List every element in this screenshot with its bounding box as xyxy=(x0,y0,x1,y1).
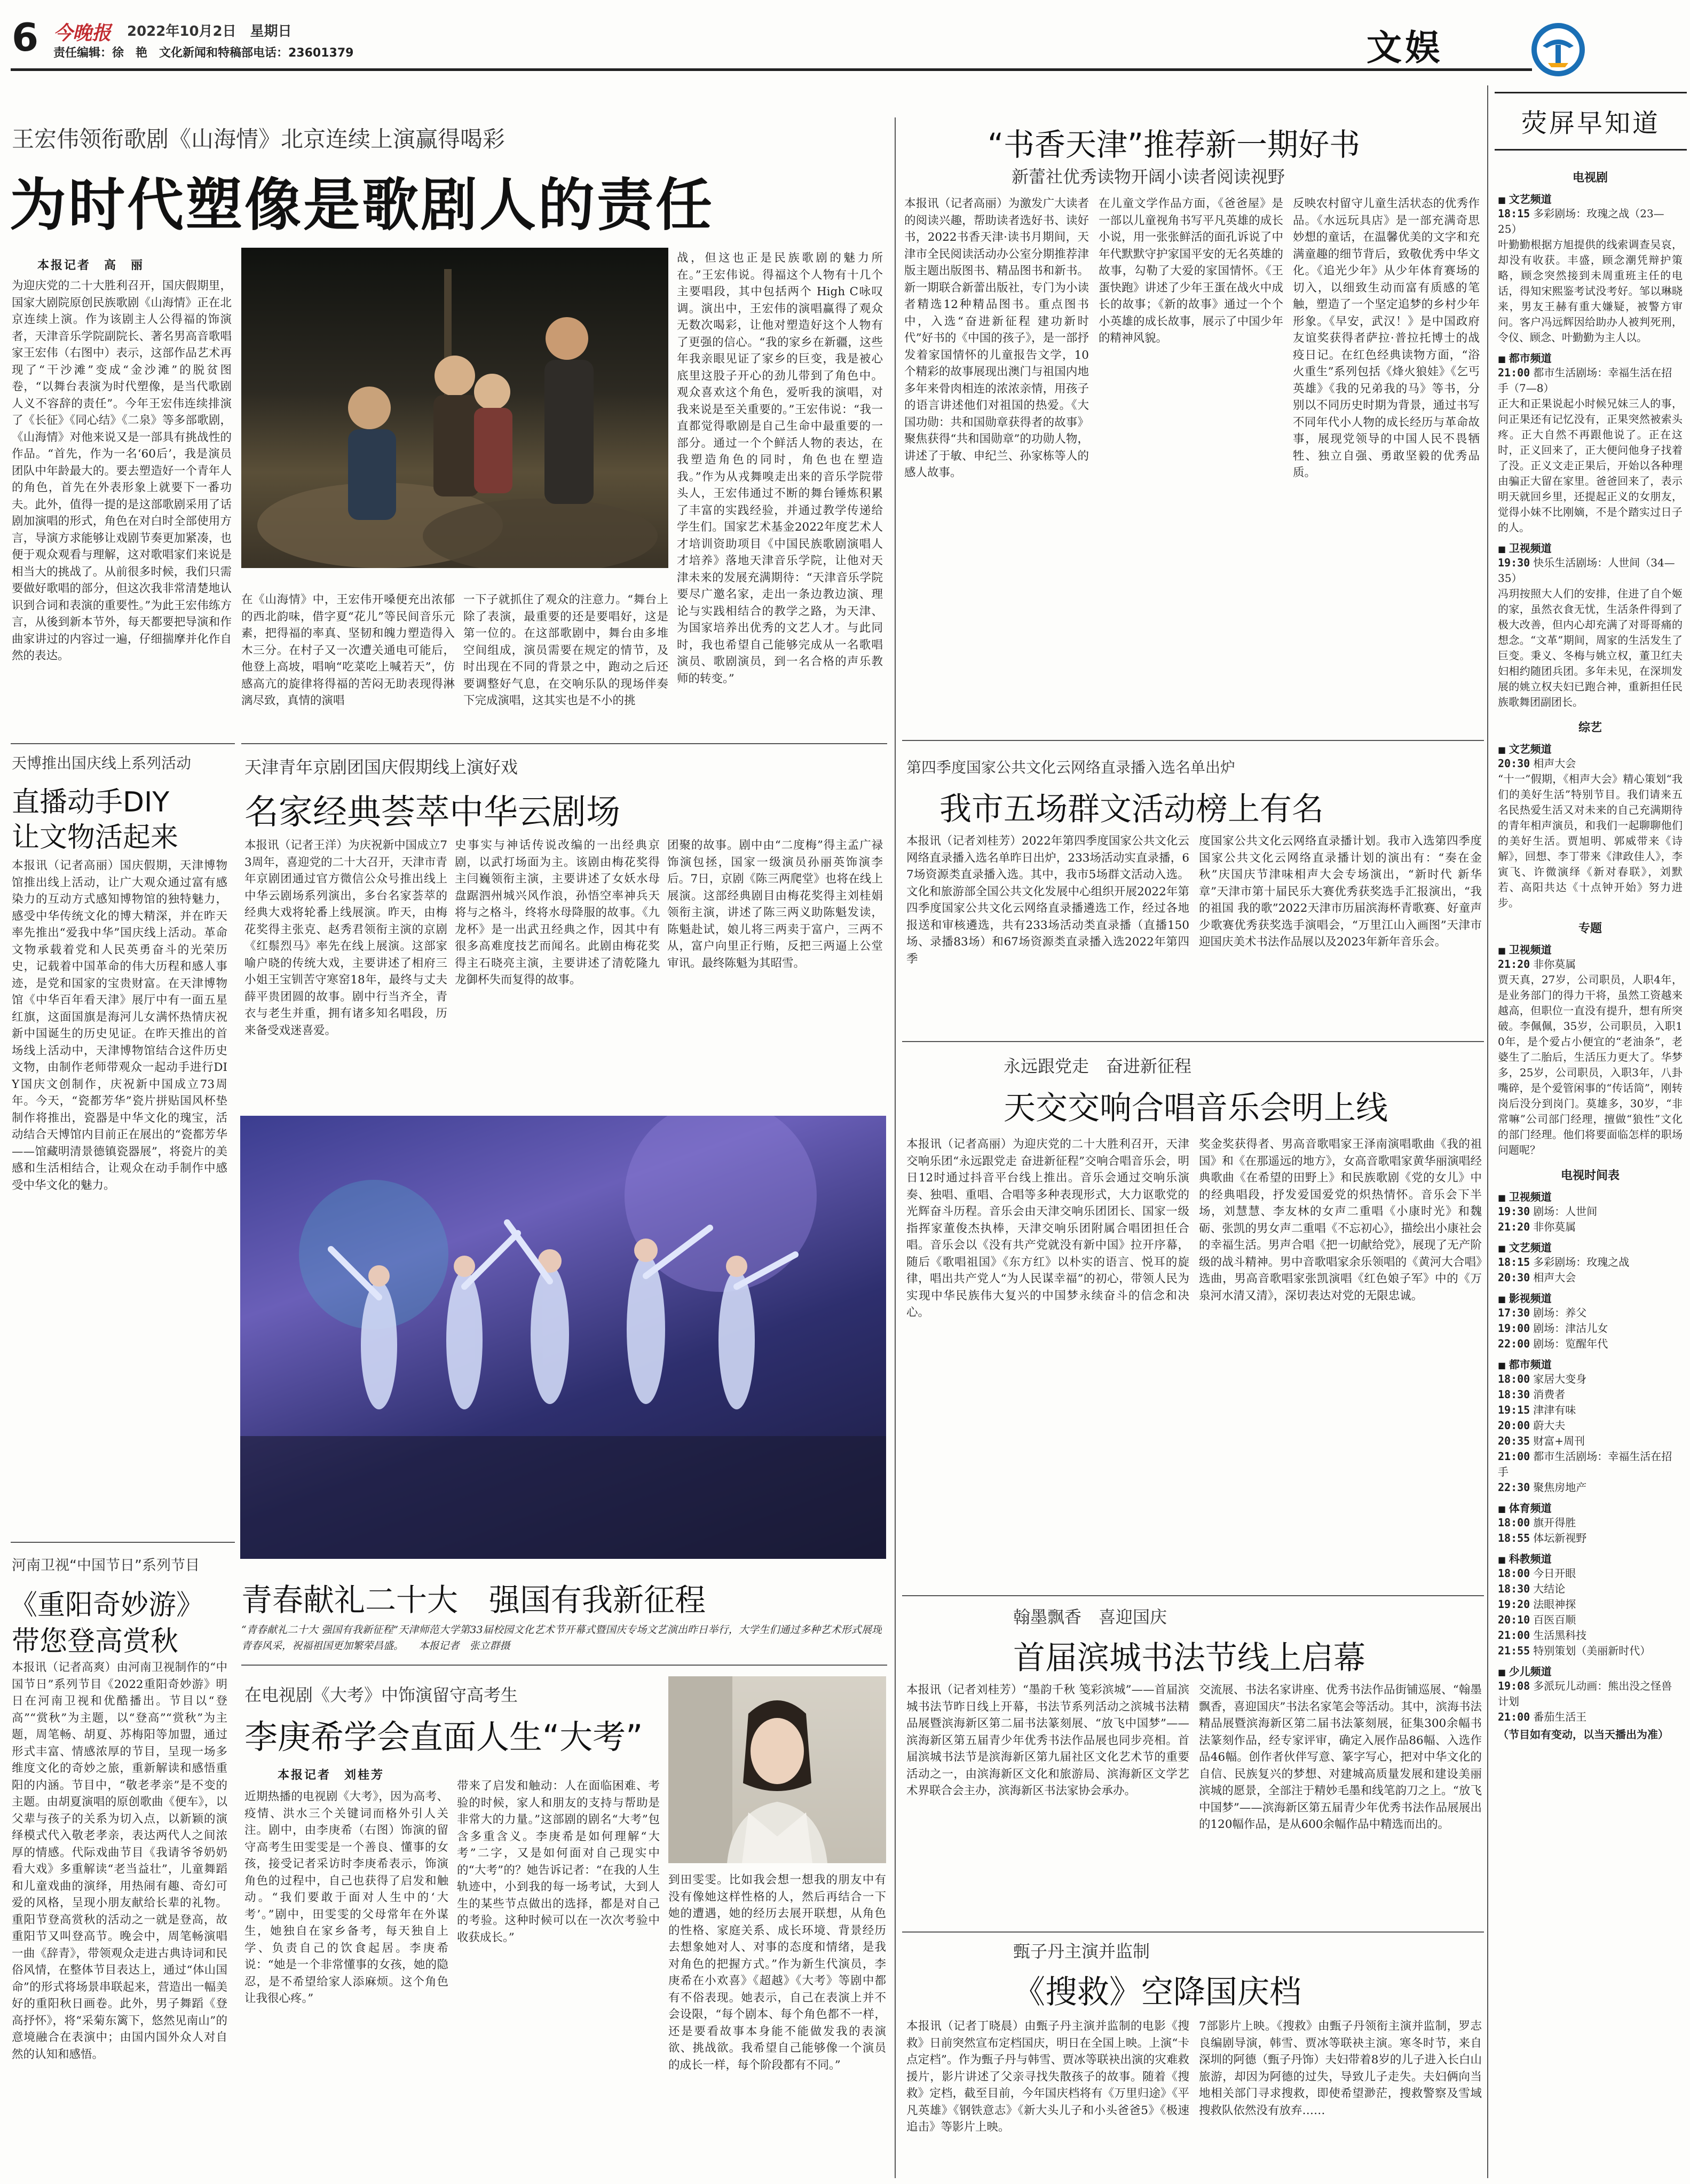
article-kicker: 在电视剧《大考》中饰演留守高考生 xyxy=(244,1685,518,1705)
section-rule xyxy=(11,743,235,744)
program-listing xyxy=(1498,1336,1683,1352)
program-synopsis: 冯玥按照大人们的安排，住进了自个姬的家，虽然衣食无忧，生活条件得到了极大改善，但内心却充满了对哥哥痛的想念。“文革”期间，周家的生活发生了巨变。秉义、冬梅与姚立权，董卫红夫妇相约随团兵团。多年未见，在深圳发展的姚立权夫妇已跑合神，重新担任民族歌舞团副团长。 xyxy=(1498,587,1683,708)
program-name: 今日开眼 xyxy=(1533,1567,1576,1580)
program-listing xyxy=(1498,756,1683,771)
article-body: 团聚的故事。剧中由“二度梅”得主孟广禄饰演包拯，国家一级演员孙丽英饰演李后。7日，京剧《陈三两爬堂》也将在线上展演。这部经典剧目由梅花奖得主刘桂娟领衔主演，讲述了陈三两义助陈魁发读，陈魁赴试，娘儿将三两卖于富户，三两不从，富户向里正行贿，反把三两逼上公堂审讯。最终陈魁为其昭雪。 xyxy=(667,839,883,970)
article-body: 7部影片上映。《搜救》由甄子丹领衔主演并监制，罗志良编剧导演，韩雪、贾冰等联袂主演。寒冬时节，来自深圳的阿德（甄子丹饰）夫妇带着8岁的儿子进入长白山旅游，却因为阿德的过失，导致儿子走失。夫妇俩向当地相关部门寻求搜救，即使希望渺茫，搜救警察及雪域搜救队依然没有放弃…… xyxy=(1199,2020,1482,2117)
article-body: 近期热播的电视剧《大考》，因为高考、疫情、洪水三个关键词而格外引人关注。剧中，由李庚希（右图）饰演的留守高考生田雯雯是一个善良、懂事的女孩，接受记者采访时李庚希表示，饰演角色的过程中，自己也获得了启发和触动。“我们要敢于面对人生中的‘大考’。”剧中，田雯雯的父母常年在外谋生，她独自在家乡备考，每天独自上学、负责自己的饮食起居。李庚希说：“她是一个非常懂事的女孩，她的隐忍，是不希望给家人添麻烦。这个角色让我很心疼。” xyxy=(244,1790,448,2005)
article-body: 为迎庆党的二十大胜利召开，国庆假期里，国家大剧院原创民族歌剧《山海情》正在北京连续上演。作为该剧主人公得福的饰演者，天津音乐学院副院长、著名男高音歌唱家王宏伟（右图中）表示，这部作品艺术再现了“干沙滩”变成“金沙滩”的脱贫图卷，“以舞台表演为时代塑像，是当代歌剧人义不容辞的责任”。今年王宏伟连续排演了《长征》《同心结》《二泉》等多部歌剧，《山海情》对他来说又是一部具有挑战性的作品。“首先，作为一名‘60后’，我是演员团队中年龄最大的。要去塑造好一个青年人的角色，首先在外表形象上就要下一番功夫。此外，值得一提的是这部歌剧采用了话剧加演唱的形式，角色在对白时全部使用方言，导演方求能够让戏剧节奏更加紧凑，也便于观众观看与理解，这对歌唱家们来说是相当大的挑战了。从前很多时候，我们只需要做好歌唱的部分，但这次我非常清楚地认识到合词和表演的重要性。”为此王宏伟练方言，从後到新本节外，每天都要把导演和作曲家讲过的内容过一遍，仔细揣摩并化作自然的表达。 xyxy=(12,279,232,663)
article-headline: 我市五场群文活动榜上有名 xyxy=(939,791,1324,828)
article-kicker: 王宏伟领衔歌剧《山海情》北京连续上演赢得喝彩 xyxy=(12,126,506,152)
program-time: 18:00 xyxy=(1498,1373,1530,1385)
program-name: 家居大变身 xyxy=(1533,1373,1587,1385)
article-body: 度国家公共文化云网络直录播计划。我市入选第四季度国家公共文化云网络直录播计划的演出有：“奏在金秋”庆国庆节津味相声大会专场演出，“新时代 新华章”天津市第十届民乐大赛优秀获奖选手汇报演出，“我的祖国 我的歌”2022天津市历届滨海杯青歌赛、好童声少歌赛优秀获奖选手演唱会，“万里江山入画图”天津市迎国庆美术书法作品展以及2023年新年音乐会。 xyxy=(1199,834,1482,949)
channel-name: ■ 文艺频道 xyxy=(1498,740,1683,756)
program-name: 津津有味 xyxy=(1533,1404,1576,1416)
channel-name: ■ 都市频道 xyxy=(1498,1356,1683,1371)
section-rule xyxy=(11,1542,235,1543)
article-body: 本报讯（记者高丽）为迎庆党的二十大胜利召开，天津交响乐团“永远跟党走 奋进新征程”交响合唱音乐会，明日12时通过抖音平台线上推出。音乐会通过交响乐演奏、独唱、重唱、合唱等多种表现形式，大力讴歌党的光辉奋斗历程。音乐会由天津交响乐团团长、国家一级指挥家董俊杰执棒，天津交响乐团附属合唱团担任合唱。音乐会以《没有共产党就没有新中国》拉开序幕，随后《歌唱祖国》《东方红》以朴实的语言、悦耳的旋律，唱出共产党人“为人民谋幸福”的初心，带领人民为实现中华民族伟大复兴的中国梦永续奋斗的信念和决心。 xyxy=(906,1138,1189,1319)
article-body: 本报讯（记者王洋）为庆祝新中国成立73周年，喜迎党的二十大召开，天津市青年京剧团通过官方微信公众号推出线上中华云剧场系列演出，多台名家荟萃的经典大戏将轮番上线展演。昨天，由梅花奖得主张克、赵秀君领衔主演的京剧《红鬃烈马》率先在线上展演。这部家喻户晓的传统大戏，主要讲述了相府三小姐王宝钏苦守寒窑18年，最终与丈夫薛平贵团圆的故事。剧中行当齐全，青衣与老生并重，拥有诸多知名唱段，历来备受戏迷喜爱。 xyxy=(244,839,447,1037)
program-time: 20:30 xyxy=(1498,757,1530,770)
section-rule xyxy=(241,743,887,744)
article-body: 一下子就抓住了观众的注意力。“舞台上除了表演，最重要的还是要唱好，这是第一位的。在这部歌剧中，舞台由多堆空间组成，演员需要在规定的情节，及时出现在不同的背景之中，跑动之后还要调整好气息，在交响乐队的现场伴奏下完成演唱，这其实也是不小的挑 xyxy=(463,593,668,707)
article-body: 本报讯（记者丁晓晨）由甄子丹主演并监制的电影《搜救》日前突然宣布定档国庆，明日在全国上映。上演“卡点定档”。作为甄子丹与韩雪、贾冰等联袂出演的灾难救援片，影片讲述了父亲寻找失散孩子的故事。随着《搜救》定档，截至目前，今年国庆档将有《万里归途》《平凡英雄》《钢铁意志》《新大头儿子和小头爸爸5》《极速追击》等影片上映。 xyxy=(906,2020,1189,2134)
program-name: 相声大会 xyxy=(1533,1271,1576,1284)
program-time: 21:55 xyxy=(1498,1644,1530,1657)
column-divider xyxy=(1487,85,1488,2178)
program-time: 18:00 xyxy=(1498,1567,1530,1580)
article-body: 反映农村留守儿童生活状态的优秀作品。《水远玩具店》是一部充满奇思妙想的童话，在温馨优美的文字和充满童趣的细节背后，致敬优秀中华文化。《追光少年》从少年体育赛场的切入，以细致生动而富有质感的笔触，塑造了一个坚定追梦的乡村少年形象。《早安，武汉！》是中国政府友谊奖获得者萨拉·普拉托博士的战疫日记。在红色经典读物方面，“浴火重生”系列包括《烽火狼娃》《乞丐英雄》《我的兄弟我的马》等书，分别以不同历史时期为背景，通过书写不同年代小人物的成长经历与革命故事，展现党领导的中国人民不畏牺牲、独立自强、勇敢坚毅的优秀品质。 xyxy=(1293,197,1480,479)
channel-name: ■ 少儿频道 xyxy=(1498,1663,1683,1678)
program-time: 21:00 xyxy=(1498,1710,1530,1723)
article-body: 交流展、书法名家讲座、优秀书法作品街铺巡展、“翰墨飘香，喜迎国庆”书法名家笔会等活动。其中，滨海书法精品展暨滨海新区第二届书法篆刻展，征集300余幅书法篆刻作品，经专家评审，确定入展作品86幅、入选作品46幅。创作者伙伴写意、篆字写心，把对中华文化的自信、民族复兴的梦想、对建城高质量发展和建设美丽滨城的愿景，全部注于精妙毛墨和线笔韵刀之上。“放飞中国梦”——滨海新区第五届青少年优秀书法作品展展出的120幅作品，是从600余幅作品中精选而出的。 xyxy=(1199,1683,1482,1831)
masthead-rule xyxy=(11,68,1532,71)
program-time: 19:20 xyxy=(1498,1598,1530,1611)
article-headline: 李庚希学会直面人生“大考” xyxy=(244,1717,643,1756)
article-kicker: 翰墨飘香 喜迎国庆 xyxy=(1013,1607,1167,1627)
program-listing xyxy=(1498,555,1683,586)
article-byline: 本报记者 高 丽 xyxy=(37,259,145,272)
page-number: 6 xyxy=(12,15,39,60)
article-body: 史事实与神话传说改编的一出经典京剧，以武打场面为主。该剧由梅花奖得主闫巍领衔主演，主要讲述了女妖水母盘踞泗州城兴风作浪，孙悟空率神兵天将与之格斗，终将水母降服的故事。《九龙杯》是一出武丑经典之作，因其中有很多高难度技艺而闻名。此剧由梅花奖得主石晓亮主演，主要讲述了清乾隆九龙御杯失而复得的故事。 xyxy=(455,839,660,987)
editor-line: 责任编辑：徐 艳 文化新闻和特稿部电话：23601379 xyxy=(53,46,354,60)
program-time: 19:00 xyxy=(1498,1322,1530,1335)
program-listing xyxy=(1498,957,1683,972)
program-listing xyxy=(1498,1387,1683,1402)
tv-guide-section-title: 电视时间表 xyxy=(1560,1169,1620,1182)
program-name: 大结论 xyxy=(1533,1582,1566,1595)
opera-stage-photo xyxy=(241,248,668,568)
section-rule xyxy=(902,1041,1484,1042)
channel-name: ■ 都市频道 xyxy=(1498,350,1683,365)
program-listing xyxy=(1498,1204,1683,1219)
program-name: 旗开得胜 xyxy=(1533,1516,1576,1529)
tv-guide-section-title: 综艺 xyxy=(1578,721,1602,735)
channel-name: ■ 文艺频道 xyxy=(1498,1239,1683,1255)
article-body: 本报讯（记者刘桂芳）“墨韵千秋 笺彩滨城”——首届滨城书法节昨日线上开幕，书法节系列活动之滨城书法精品展暨滨海新区第二届书法篆刻展、“放飞中国梦”——滨海新区第五届青少年优秀书法作品展也同步亮相。首届滨城书法节是滨海新区第九届社区文化艺术节的重要活动之一，由滨海新区文化和旅游局、滨海新区文学艺术界联合会主办，滨海新区书法家协会承办。 xyxy=(906,1683,1189,1797)
article-body: 本报讯（记者刘桂芳）2022年第四季度国家公共文化云网络直录播入选名单昨日出炉，233场活动实直录播，67场资源类直录播入选。其中，我市5场群文活动入选。文化和旅游部全国公共文化发展中心组织开展2022年第四季度国家公共文化云网络直录播遴选工作，经过各地报送和审核遴选，共有233场活动类直录播（直播150场、录播83场）和67场资源类直录播入选2022年第四季 xyxy=(906,834,1189,966)
channel-name: ■ 影视频道 xyxy=(1498,1290,1683,1305)
program-time: 20:30 xyxy=(1498,1271,1530,1284)
tv-guide-section-title: 专题 xyxy=(1578,922,1602,935)
program-name: 相声大会 xyxy=(1533,757,1576,770)
schedule-footnote: （节目如有变动，以当天播出为准） xyxy=(1498,1728,1669,1741)
article-kicker: 新蕾社优秀读物开阔小读者阅读视野 xyxy=(1012,167,1285,187)
program-synopsis: “十一”假期，《相声大会》精心策划“我们的美好生活”特别节目。我们请来五名民热爱生活又对未来的自己充满期待的青年相声演员，和我们一起聊聊他们的美好生活。贾旭明、郭威带来《诗解》，回想、李丁带来《津政佳人》，李寅飞、许微演绎《新对春联》，刘默若、高阳共达《十点钟开始》努力进步。 xyxy=(1498,772,1683,909)
program-listing xyxy=(1498,1531,1683,1546)
program-synopsis: 正大和正果说起小时候兄妹三人的事，问正果还有记忆没有，正果突然被索头疼。正大自然不再跟他说了。正在这时，正义回来了，正大便问他身子找着了没。正义文走正果后，开始以各种理由骗正大留在家里。爸爸回来了，表示明天就回乡里，还提起正义的女朋友，觉得小妹不比刚嫡，不是个踏实过日子的人。 xyxy=(1498,397,1683,534)
article-headline: 直播动手DIY xyxy=(12,786,170,818)
section-rule xyxy=(241,1665,887,1666)
program-listing xyxy=(1498,1678,1683,1709)
program-listing xyxy=(1498,1709,1683,1725)
program-synopsis: 叶勤勤根据方旭提供的线索调查吴哀，却没有收获。丰盛，顾念潮凭辩护策略，顾念突然接到未周重班主任的电话，得知宋熙鉴考试没考好。邹以琳晓来，男友王赫有重大嫌疑，被警方审问。客户冯远辉因给助办人被判死刑，令仪、顾念、叶勤勤为主人以。 xyxy=(1498,238,1683,344)
channel-name: ■ 卫视频道 xyxy=(1498,941,1683,957)
article-headline: 为时代塑像是歌剧人的责任 xyxy=(10,172,714,238)
program-listing xyxy=(1498,1643,1683,1659)
program-listing xyxy=(1498,365,1683,396)
program-name: 消费者 xyxy=(1533,1388,1566,1401)
program-listing xyxy=(1498,1433,1683,1449)
program-listing xyxy=(1498,1581,1683,1597)
section-rule xyxy=(902,1931,1484,1933)
program-listing xyxy=(1498,1402,1683,1418)
article-headline: 首届滨城书法节线上启幕 xyxy=(1013,1639,1365,1677)
program-time: 21:00 xyxy=(1498,366,1530,379)
article-body: 本报讯（记者高爽）由河南卫视制作的“中国节日”系列节目《2022重阳奇妙游》明日在河南卫视和优酷播出。节目以“登高”“赏秋”为主题，以“登高”“赏秋”为主题，周笔畅、胡夏、苏梅阳等加盟，通过形式丰富、情感浓厚的节目，呈现一场多维度文化的奇妙之旅，重新解读和感悟重阳的内涵。节目中，“敬老孝亲”是不变的主题。由胡夏演唱的原创歌曲《便车》，以父辈与孩子的关系为切入点，以新颖的演绎模式代入敬老孝亲，表达两代人之间浓厚的情感。代际戏曲节目《我请爷爷奶奶看大戏》多重解读“老当益壮”，儿童舞蹈和儿童戏曲的演绎，用热闹有趣、奇幻可爱的风格，呈现小朋友献给长辈的礼物。重阳节登高赏秋的活动之一就是登高，故重阳节又叫登高节。晚会中，周笔畅演唱一曲《辞青》，带领观众走进古典诗词和民俗风情，在整体节目表达上，通过“体山国命”的形式将场景串联起来，营造出一幅美好的重阳秋日画卷。此外，男子舞蹈《登高抒怀》，将“采菊东篱下，悠然见南山”的意境融合在表演中；由国内国外众人对自然的认知和感悟。 xyxy=(12,1661,227,2061)
article-headline: “书香天津”推荐新一期好书 xyxy=(988,127,1361,163)
article-byline: 本报记者 刘桂芳 xyxy=(278,1769,385,1782)
program-listing xyxy=(1498,1628,1683,1643)
channel-name: ■ 文艺频道 xyxy=(1498,191,1683,206)
program-name: 都市生活剧场：幸福生活在招手（7—8） xyxy=(1498,366,1672,395)
article-headline: 名家经典荟萃中华云剧场 xyxy=(244,793,620,832)
program-listing xyxy=(1498,1597,1683,1612)
program-name: 法眼神探 xyxy=(1533,1598,1576,1611)
program-name: 财富+周刊 xyxy=(1533,1434,1585,1447)
program-time: 19:08 xyxy=(1498,1680,1530,1692)
section-logo-icon xyxy=(1527,18,1590,81)
program-listing xyxy=(1498,1270,1683,1286)
program-name: 剧场：津沽儿女 xyxy=(1533,1322,1608,1335)
program-name: 多派玩儿动画：熊出没之怪兽计划 xyxy=(1498,1680,1672,1708)
channel-name: ■ 卫视频道 xyxy=(1498,540,1683,555)
sidebar-title: 荧屏早知道 xyxy=(1521,108,1660,138)
article-kicker: 河南卫视“中国节日”系列节目 xyxy=(12,1557,200,1574)
article-kicker: 第四季度国家公共文化云网络直录播入选名单出炉 xyxy=(906,759,1236,776)
program-name: 特别策划（美丽新时代） xyxy=(1533,1644,1651,1657)
article-headline: 《搜救》空降国庆档 xyxy=(1013,1974,1301,2011)
program-listing xyxy=(1498,1480,1683,1495)
program-name: 非你莫属 xyxy=(1533,1220,1576,1233)
section-rule xyxy=(902,1595,1484,1596)
program-name: 百医百顺 xyxy=(1533,1613,1576,1626)
program-time: 22:00 xyxy=(1498,1337,1530,1350)
dance-performance-photo xyxy=(240,1116,886,1559)
program-name: 聚焦房地产 xyxy=(1533,1481,1587,1494)
tv-guide-sidebar xyxy=(1498,160,1683,2178)
photo-caption-text: “青春献礼二十大 强国有我新征程”天津师范大学第33届校园文化艺术节开幕式暨国庆专场文艺演出昨日举行，大学生们通过多种艺术形式展现青春风采，祝福祖国更加繁荣昌盛。 本报记者 张立群摄 xyxy=(241,1624,882,1652)
program-synopsis: 贾天真，27岁，公司职员，人职4年，是业务部门的得力干将，虽然工资越来越高，但职位一直没有提升，想有所突破。李佩佩，35岁，公司职员，入职10年，是个爱占小便宜的“老油条”，老婆生了二胎后，生活压力更大了。华梦多，25岁，公司职员，入职3年，八卦嘴碎，是个爱管闲事的“传话筒”，刚转岗后没分到岗门。莫雄多，30岁，“非常嘛”公司部门经理，擅做“狼性”文化的部门经理。他们将要面临怎样的职场问题呢？ xyxy=(1498,973,1683,1156)
program-time: 17:30 xyxy=(1498,1306,1530,1319)
article-body: 在儿童文学作品方面，《爸爸屋》是一部以儿童视角书写平凡英雄的成长小说，用一张张鲜活的面孔诉说了中年代默默守护家国平安的无名英雄的故事，勾勒了大爱的家国情怀。《王蛋快跑》讲述了少年王蛋在战火中成长的故事；《新的故事》通过一个个小英雄的成长故事，展示了中国少年的精神风貌。 xyxy=(1099,197,1283,345)
section-rule xyxy=(902,740,1484,741)
program-name: 非你莫属 xyxy=(1533,958,1576,971)
program-time: 22:30 xyxy=(1498,1481,1530,1494)
actress-portrait-photo xyxy=(668,1676,886,1863)
program-name: 生活黑科技 xyxy=(1533,1629,1587,1642)
article-headline: 天交交响合唱音乐会明上线 xyxy=(1004,1090,1388,1127)
program-name: 蔚大夫 xyxy=(1533,1419,1566,1432)
column-divider xyxy=(895,117,896,2178)
program-name: 快乐生活剧场：人世间（34—35） xyxy=(1498,556,1675,585)
article-body: 带来了启发和触动：人在面临困难、考验的时候，家人和朋友的支持与帮助是非常大的力量。”这部剧的剧名“大考”包含多重含义。李庚希是如何理解“大考”二字，又是如何面对自己现实中的“大考”的？她告诉记者：“在我的人生轨迹中，小到我的每一场考试，大到人生的某些节点做出的选择，都是对自己的考验。这种时候可以在一次次考验中收获成长。” xyxy=(457,1779,660,1944)
article-kicker: 甄子丹主演并监制 xyxy=(1013,1941,1150,1961)
program-time: 20:10 xyxy=(1498,1613,1530,1626)
article-body: 战，但这也正是民族歌剧的魅力所在。”王宏伟说。得福这个人物有十几个主要唱段，其中包括两个 High C咏叹调。演出中，王宏伟的演唱赢得了观众无数次喝彩，让他对塑造好这个人物有了更强的信心。“我的家乡在新疆，这些年我亲眼见证了家乡的巨变，我是被心底里这股子开心的劲儿带到了角色中。观众喜欢这个角色，爱听我的演唱，对我来说是至关重要的。”王宏伟说：“我一直都觉得歌剧是自己生命中最重要的一部分。通过一个个鲜活人物的表达，在我塑造角色的同时，角色也在塑造我。”作为从戎舞嗅走出来的音乐学院带头人，王宏伟通过不断的舞台锤炼积累了丰富的实践经验，并通过教学传递给学生们。国家艺术基金2022年度艺术人才培训资助项目《中国民族歌剧演唱人才培养》落地天津音乐学院，让他对天津未来的发展充满期待：“天津音乐学院要尽广邀名家，走出一条边教边演、理论与实践相结合的教学之路，为天津、为国家培养出优秀的文艺人才。与此同时，我也希望自己能够完成从一名歌唱演员、歌剧演员，到一名合格的声乐教师的转变。” xyxy=(677,251,883,685)
tv-guide-section-title: 电视剧 xyxy=(1572,171,1608,185)
program-name: 多彩剧场：玫瑰之战（23—25） xyxy=(1498,207,1664,235)
program-name: 剧场：人世间 xyxy=(1533,1205,1598,1218)
program-time: 18:30 xyxy=(1498,1582,1530,1595)
article-body: 本报讯（记者高丽）为激发广大读者的阅读兴趣，帮助读者选好书、读好书，2022书香天津·读书月期间，天津市全民阅读活动办公室分期推荐津版主题出版图书、精品图书和新书。新一期联合新蕾出版社，专门为小读者精选12种精品图书。重点图书中，入选“奋进新征程 建功新时代”好书的《中国的孩子》，是一部抒发着家国情怀的儿童报告文学，10个精彩的故事展现出澳门与祖国内地多年来骨肉相连的浓浓亲情，用孩子的语言讲述他们对祖国的热爱。《大国功勋：共和国勋章获得者的故事》聚焦获得“共和国勋章”的功勋人物，讲述了于敏、申纪兰、孙家栋等人的感人故事。 xyxy=(904,197,1089,479)
program-name: 番茄生活王 xyxy=(1533,1710,1587,1723)
newspaper-logo: 今晚报 xyxy=(53,22,112,44)
program-listing xyxy=(1498,1418,1683,1433)
program-time: 18:00 xyxy=(1498,1516,1530,1529)
program-name: 剧场：养父 xyxy=(1533,1306,1587,1319)
program-time: 19:30 xyxy=(1498,556,1530,569)
program-time: 19:30 xyxy=(1498,1205,1530,1218)
channel-name: ■ 体育频道 xyxy=(1498,1500,1683,1515)
article-body: 本报讯（记者高丽）国庆假期，天津博物馆推出线上活动，让广大观众通过富有感染力的互动方式感知博物馆的独特魅力，感受中华传统文化的博大精深，并在昨天率先推出“爱我中华”国庆线上活动。革命文物承载着党和人民英勇奋斗的光荣历史，记载着中国革命的伟大历程和感人事迹，是党和国家的宝贵财富。在天津博物馆《中华百年看天津》展厅中有一面五星红旗，这面国旗是海河儿女满怀热情庆祝新中国诞生的历史见证。在昨天推出的首场线上活动中，天津博物馆结合这件历史文物，由制作老师带观众一起动手进行DIY国庆文创制作，庆祝新中国成立73周年。今天，“瓷都芳华”瓷片拼贴国风杯垫制作将推出，瓷器是中华文化的瑰宝，活动结合天博馆内目前正在展出的“瓷都芳华——馆藏明清景德镇瓷器展”，将瓷片的美感和生活相结合，让观众在动手制作中感受中华文化的魅力。 xyxy=(12,859,227,1192)
program-listing xyxy=(1498,206,1683,237)
program-name: 剧场：览醒年代 xyxy=(1533,1337,1608,1350)
program-time: 20:00 xyxy=(1498,1419,1530,1432)
article-headline: 青春献礼二十大 强国有我新征程 xyxy=(241,1582,706,1618)
program-listing xyxy=(1498,1515,1683,1531)
program-time: 18:55 xyxy=(1498,1532,1530,1544)
program-time: 21:00 xyxy=(1498,1450,1530,1463)
program-time: 21:20 xyxy=(1498,1220,1530,1233)
channel-name: ■ 卫视频道 xyxy=(1498,1188,1683,1204)
program-time: 18:15 xyxy=(1498,1256,1530,1268)
program-time: 18:15 xyxy=(1498,207,1530,220)
article-kicker: 天博推出国庆线上系列活动 xyxy=(12,754,192,772)
program-listing xyxy=(1498,1566,1683,1581)
program-listing xyxy=(1498,1612,1683,1628)
article-headline: 《重阳奇妙游》 xyxy=(10,1589,204,1621)
program-listing xyxy=(1498,1305,1683,1321)
program-time: 21:00 xyxy=(1498,1629,1530,1642)
article-body: 奖金奖获得者、男高音歌唱家王泽南演唱歌曲《我的祖国》和《在那遥远的地方》，女高音歌唱家黄华丽演唱经典歌曲《在希望的田野上》和民族歌剧《党的女儿》中的经典唱段，抒发爱国爱党的炽热情怀。音乐会下半场，刘慧慧、李友林的女声二重唱《小康时光》和魏砺、张凯的男女声二重唱《不忘初心》，描绘出小康社会的幸福生活。男声合唱《把一切献给党》，展现了无产阶级的战斗精神。男中音歌唱家余乐领唱的《黄河大合唱》选曲，男高音歌唱家张凯演唱《红色娘子军》中的《万泉河水清又清》，深切表达对党的无限忠诚。 xyxy=(1199,1138,1482,1303)
program-time: 19:15 xyxy=(1498,1404,1530,1416)
issue-date: 2022年10月2日 星期日 xyxy=(127,23,292,40)
program-listing xyxy=(1498,1321,1683,1336)
program-listing xyxy=(1498,1449,1683,1480)
photo-caption-text: 在《山海情》中，王宏伟开嗓便充出浓郁的西北韵味，借字夏“花儿”等民间音乐元素，把得福的率真、坚韧和魄力塑造得入木三分。在村子又一次遭关通电可能后，他登上高坡，唱响“吃菜吃上喊若天”，仿感高亢的旋律将得福的苦闷无助表现得淋漓尽致，真情的演唱 xyxy=(241,593,455,707)
program-listing xyxy=(1498,1255,1683,1270)
article-kicker: 天津青年京剧团国庆假期线上演好戏 xyxy=(244,757,518,777)
section-title: 文娱 xyxy=(1367,27,1443,68)
article-headline: 带您登高赏秋 xyxy=(12,1626,179,1658)
program-listing xyxy=(1498,1371,1683,1387)
article-headline: 让文物活起来 xyxy=(12,822,179,854)
program-name: 多彩剧场：玫瑰之战 xyxy=(1533,1256,1630,1268)
article-body: 到田雯雯。比如我会想一想我的朋友中有没有像她这样性格的人，然后再结合一下她的遭遇，她的经历去展开联想，从角色的性格、家庭关系、成长环境、背景经历去想象她对人、对事的态度和情绪，是我对角色的把握方式。”作为新生代演员，李庚希在小欢喜》《超越》《大考》等剧中都有不俗表现。她表示，自己在表演上并不会设限，“每个剧本、每个角色都不一样，还是要看故事本身能不能做发我的表演欲、挑战欲。我希望自己能够像一个演员的成长一样，每个阶段都有不同。” xyxy=(668,1873,886,2072)
program-name: 都市生活剧场：幸福生活在招手 xyxy=(1498,1450,1672,1478)
channel-name: ■ 科教频道 xyxy=(1498,1550,1683,1566)
program-time: 20:35 xyxy=(1498,1434,1530,1447)
program-listing xyxy=(1498,1219,1683,1235)
program-time: 21:20 xyxy=(1498,958,1530,971)
program-time: 18:30 xyxy=(1498,1388,1530,1401)
program-name: 体坛新视野 xyxy=(1533,1532,1587,1544)
article-kicker: 永远跟党走 奋进新征程 xyxy=(1004,1056,1192,1076)
